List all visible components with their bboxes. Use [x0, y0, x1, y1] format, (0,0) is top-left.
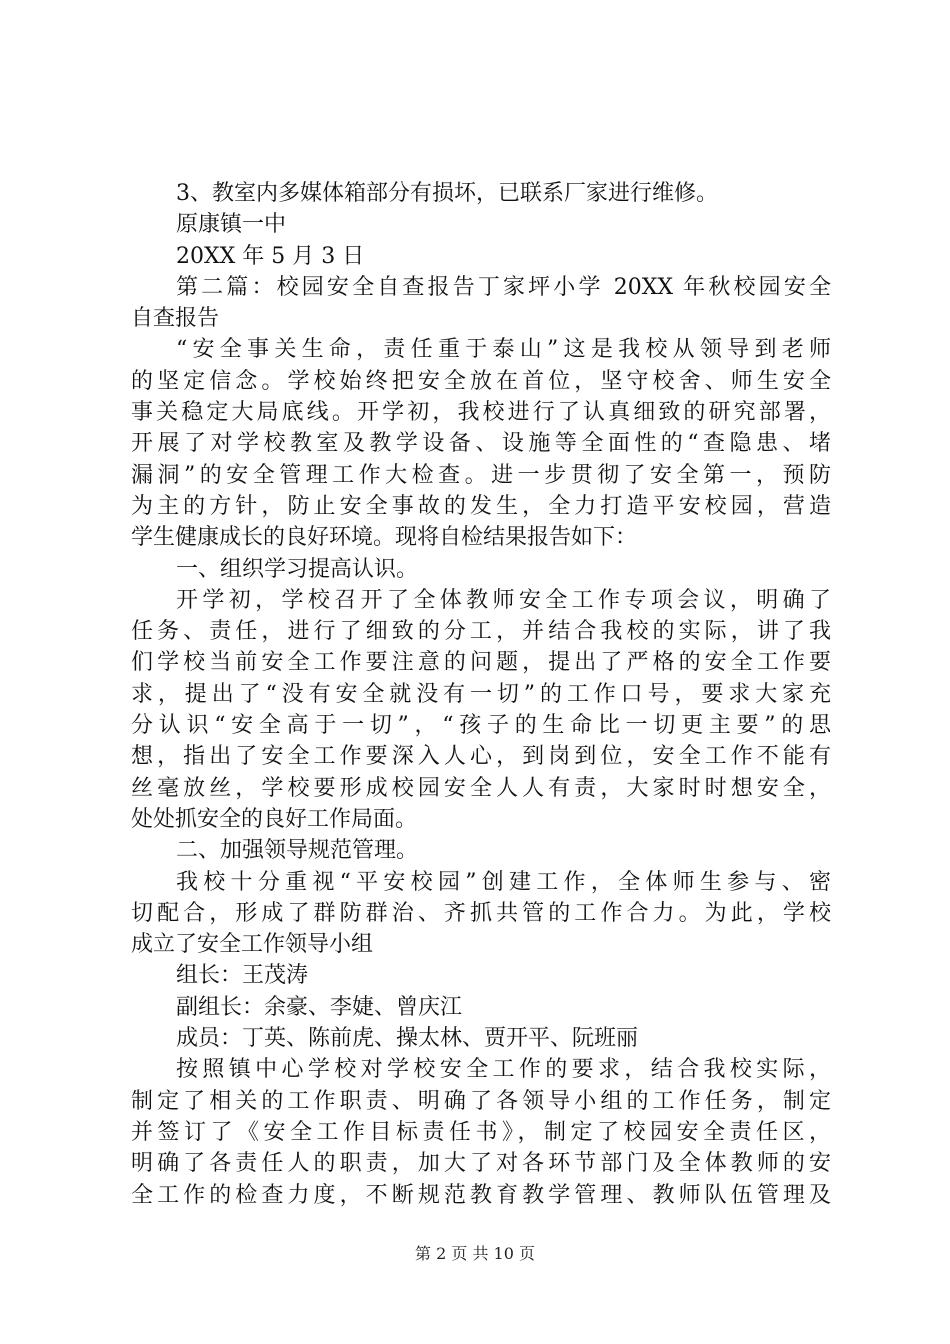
text-line: 任务、责任，进行了细致的分工，并结合我校的实际，讲了我 — [131, 619, 831, 645]
text-line: 想，指出了安全工作要深入人心，到岗到位，安全工作不能有 — [131, 744, 831, 770]
text-line: 二、加强领导规范管理。 — [176, 838, 419, 864]
text-line: 成立了安全工作领导小组 — [131, 932, 374, 958]
text-line: 原康镇一中 — [176, 212, 287, 238]
text-line: 求，提出了“没有安全就没有一切”的工作口号，要求大家充 — [131, 681, 831, 707]
text-line: 切配合，形成了群防群治、齐抓共管的工作合力。为此，学校 — [131, 900, 831, 926]
text-line: 3、教室内多媒体箱部分有损坏，已联系厂家进行维修。 — [176, 181, 718, 206]
document-body — [131, 178, 831, 1211]
text-line: 组长：王茂涛 — [176, 963, 309, 989]
text-line: 处处抓安全的良好工作局面。 — [131, 806, 418, 832]
text-line: 按照镇中心学校对学校安全工作的要求，结合我校实际， — [176, 1057, 831, 1083]
text-line: 20XX 年 5 月 3 日 — [176, 243, 365, 269]
text-line: 为主的方针，防止安全事故的发生，全力打造平安校园，营造 — [131, 493, 831, 519]
text-line: 并签订了《安全工作目标责任书》，制定了校园安全责任区， — [131, 1119, 831, 1145]
text-line: 副组长：余豪、李婕、曾庆江 — [176, 994, 463, 1020]
text-line: 们学校当前安全工作要注意的问题，提出了严格的安全工作要 — [131, 650, 831, 676]
text-line: 的坚定信念。学校始终把安全放在首位，坚守校舍、师生安全 — [131, 368, 831, 394]
text-line: 开展了对学校教室及教学设备、设施等全面性的“查隐患、堵 — [131, 431, 831, 457]
text-line: 成员：丁英、陈前虎、操太林、贾开平、阮班丽 — [176, 1026, 639, 1052]
text-line: 制定了相关的工作职责、明确了各领导小组的工作任务，制定 — [131, 1088, 831, 1114]
page-footer: 第 2 页 共 10 页 — [415, 1244, 535, 1263]
text-line: 明确了各责任人的职责，加大了对各环节部门及全体教师的安 — [131, 1151, 831, 1177]
text-line: 漏洞”的安全管理工作大检查。进一步贯彻了安全第一，预防 — [131, 462, 831, 488]
text-line: 学生健康成长的良好环境。现将自检结果报告如下： — [131, 525, 638, 551]
text-line: 我校十分重视“平安校园”创建工作，全体师生参与、密 — [176, 869, 831, 895]
text-line: 一、组织学习提高认识。 — [176, 556, 419, 582]
text-line: 事关稳定大局底线。开学初，我校进行了认真细致的研究部署， — [131, 400, 831, 426]
text-line: 第二篇：校园安全自查报告丁家坪小学 20XX 年秋校园安全 — [176, 274, 831, 300]
text-line: 全工作的检查力度，不断规范教育教学管理、教师队伍管理及 — [131, 1182, 831, 1208]
text-line: 分认识“安全高于一切”，“孩子的生命比一切更主要”的思 — [131, 713, 831, 739]
text-line: 丝毫放丝，学校要形成校园安全人人有责，大家时时想安全， — [131, 775, 831, 801]
text-line: “安全事关生命，责任重于泰山”这是我校从领导到老师 — [176, 337, 831, 363]
text-line: 自查报告 — [131, 306, 220, 332]
text-line: 开学初，学校召开了全体教师安全工作专项会议，明确了 — [176, 587, 831, 613]
